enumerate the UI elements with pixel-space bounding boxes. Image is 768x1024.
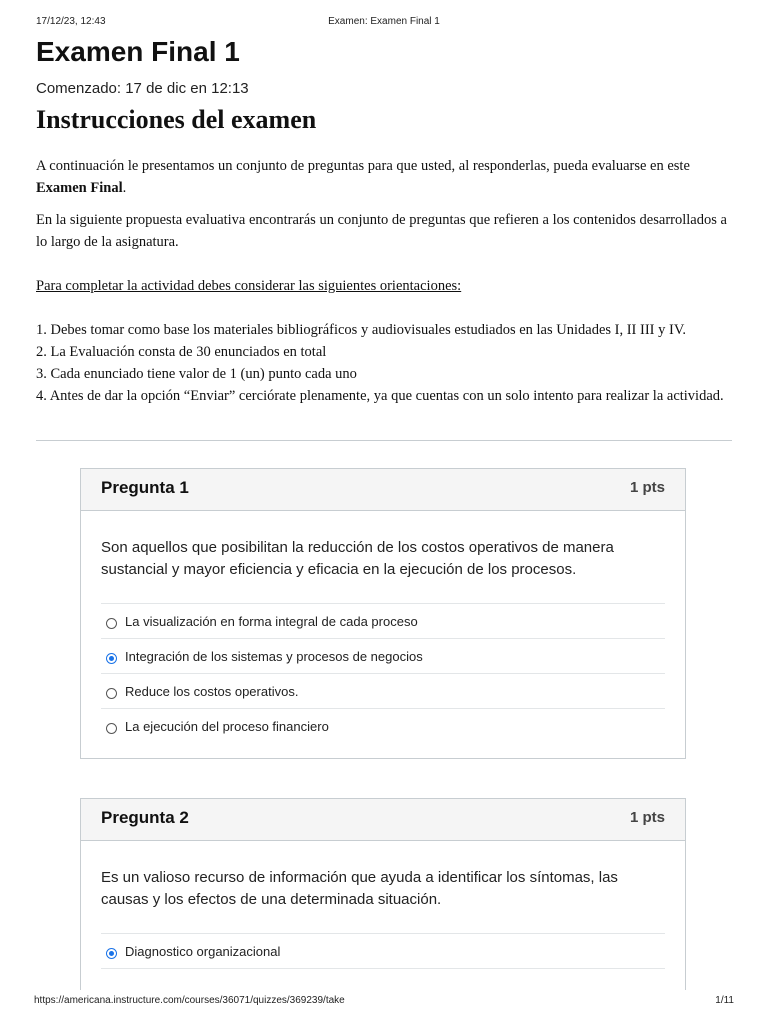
print-page-number: 1/11 bbox=[715, 995, 734, 1006]
question-card-1 bbox=[80, 468, 686, 759]
answer-option[interactable] bbox=[101, 638, 665, 673]
instructions-item: 3. Cada enunciado tiene valor de 1 (un) punto cada uno bbox=[36, 366, 357, 382]
answer-label: Diagnostico organizacional bbox=[125, 943, 281, 959]
instructions-paragraph-1 bbox=[36, 155, 736, 199]
answer-label: Reduce los costos operativos. bbox=[125, 683, 299, 699]
question-points: 1 pts bbox=[629, 479, 665, 496]
instructions-p1-bold: Examen Final bbox=[36, 180, 123, 196]
instructions-p1-end: . bbox=[122, 180, 127, 196]
question-name: Pregunta 1 bbox=[101, 478, 189, 497]
instructions-item: 1. Debes tomar como base los materiales bibliográficos y audiovisuales estudiados en las Unidades I, II III y IV. bbox=[36, 322, 687, 338]
answer-option[interactable] bbox=[101, 603, 665, 638]
question-text: Es un valioso recurso de información que ayuda a identificar los síntomas, las causas y los efectos de una determinada situación. bbox=[101, 869, 618, 908]
instructions-p3: Para completar la actividad debes considerar las siguientes orientaciones: bbox=[36, 278, 462, 294]
instructions-list bbox=[36, 319, 736, 407]
radio-button[interactable] bbox=[106, 618, 117, 629]
answer-list bbox=[101, 603, 665, 743]
instructions-paragraph-3 bbox=[36, 275, 736, 297]
question-points: 1 pts bbox=[629, 809, 665, 826]
question-text: Son aquellos que posibilitan la reducción de los costos operativos de manera sustancial y mayor eficiencia y eficacia en la ejecución de los procesos. bbox=[101, 539, 614, 578]
section-divider bbox=[36, 440, 732, 441]
exam-started-date: Comenzado: 17 de dic en 12:13 bbox=[36, 80, 249, 97]
print-page-title: Examen: Examen Final 1 bbox=[328, 16, 440, 27]
answer-label: La visualización en forma integral de cada proceso bbox=[125, 613, 418, 629]
instructions-p2: En la siguiente propuesta evaluativa encontrarás un conjunto de preguntas que refieren a los contenidos desarrollados a lo largo de la asignatura. bbox=[36, 212, 727, 250]
question-header bbox=[81, 799, 685, 841]
answer-label: La ejecución del proceso financiero bbox=[125, 718, 329, 734]
radio-button[interactable] bbox=[106, 723, 117, 734]
instructions-item: 4. Antes de dar la opción “Enviar” cerciórate plenamente, ya que cuentas con un solo intento para realizar la actividad. bbox=[36, 388, 724, 404]
question-body bbox=[81, 841, 685, 970]
exam-title: Examen Final 1 bbox=[36, 36, 240, 67]
answer-label: Integración de los sistemas y procesos de negocios bbox=[125, 648, 423, 664]
print-footer bbox=[34, 995, 734, 1009]
question-card-2 bbox=[80, 798, 686, 990]
answer-list bbox=[101, 933, 665, 970]
instructions-p1-text: A continuación le presentamos un conjunto de preguntas para que usted, al responderlas, pueda evaluarse en este bbox=[36, 158, 690, 174]
answer-option[interactable] bbox=[101, 673, 665, 708]
instructions-paragraph-2 bbox=[36, 209, 736, 253]
radio-button[interactable] bbox=[106, 688, 117, 699]
instructions-item: 2. La Evaluación consta de 30 enunciados en total bbox=[36, 344, 327, 360]
print-url: https://americana.instructure.com/courses/36071/quizzes/369239/take bbox=[34, 995, 345, 1006]
question-body bbox=[81, 511, 685, 743]
answer-divider bbox=[101, 968, 665, 970]
answer-option[interactable] bbox=[101, 933, 665, 968]
print-timestamp: 17/12/23, 12:43 bbox=[36, 16, 106, 27]
radio-button-selected[interactable] bbox=[106, 948, 117, 959]
instructions-heading: Instrucciones del examen bbox=[36, 105, 317, 134]
radio-button-selected[interactable] bbox=[106, 653, 117, 664]
print-header bbox=[36, 16, 732, 30]
answer-option[interactable] bbox=[101, 708, 665, 743]
question-name: Pregunta 2 bbox=[101, 808, 189, 827]
question-header bbox=[81, 469, 685, 511]
